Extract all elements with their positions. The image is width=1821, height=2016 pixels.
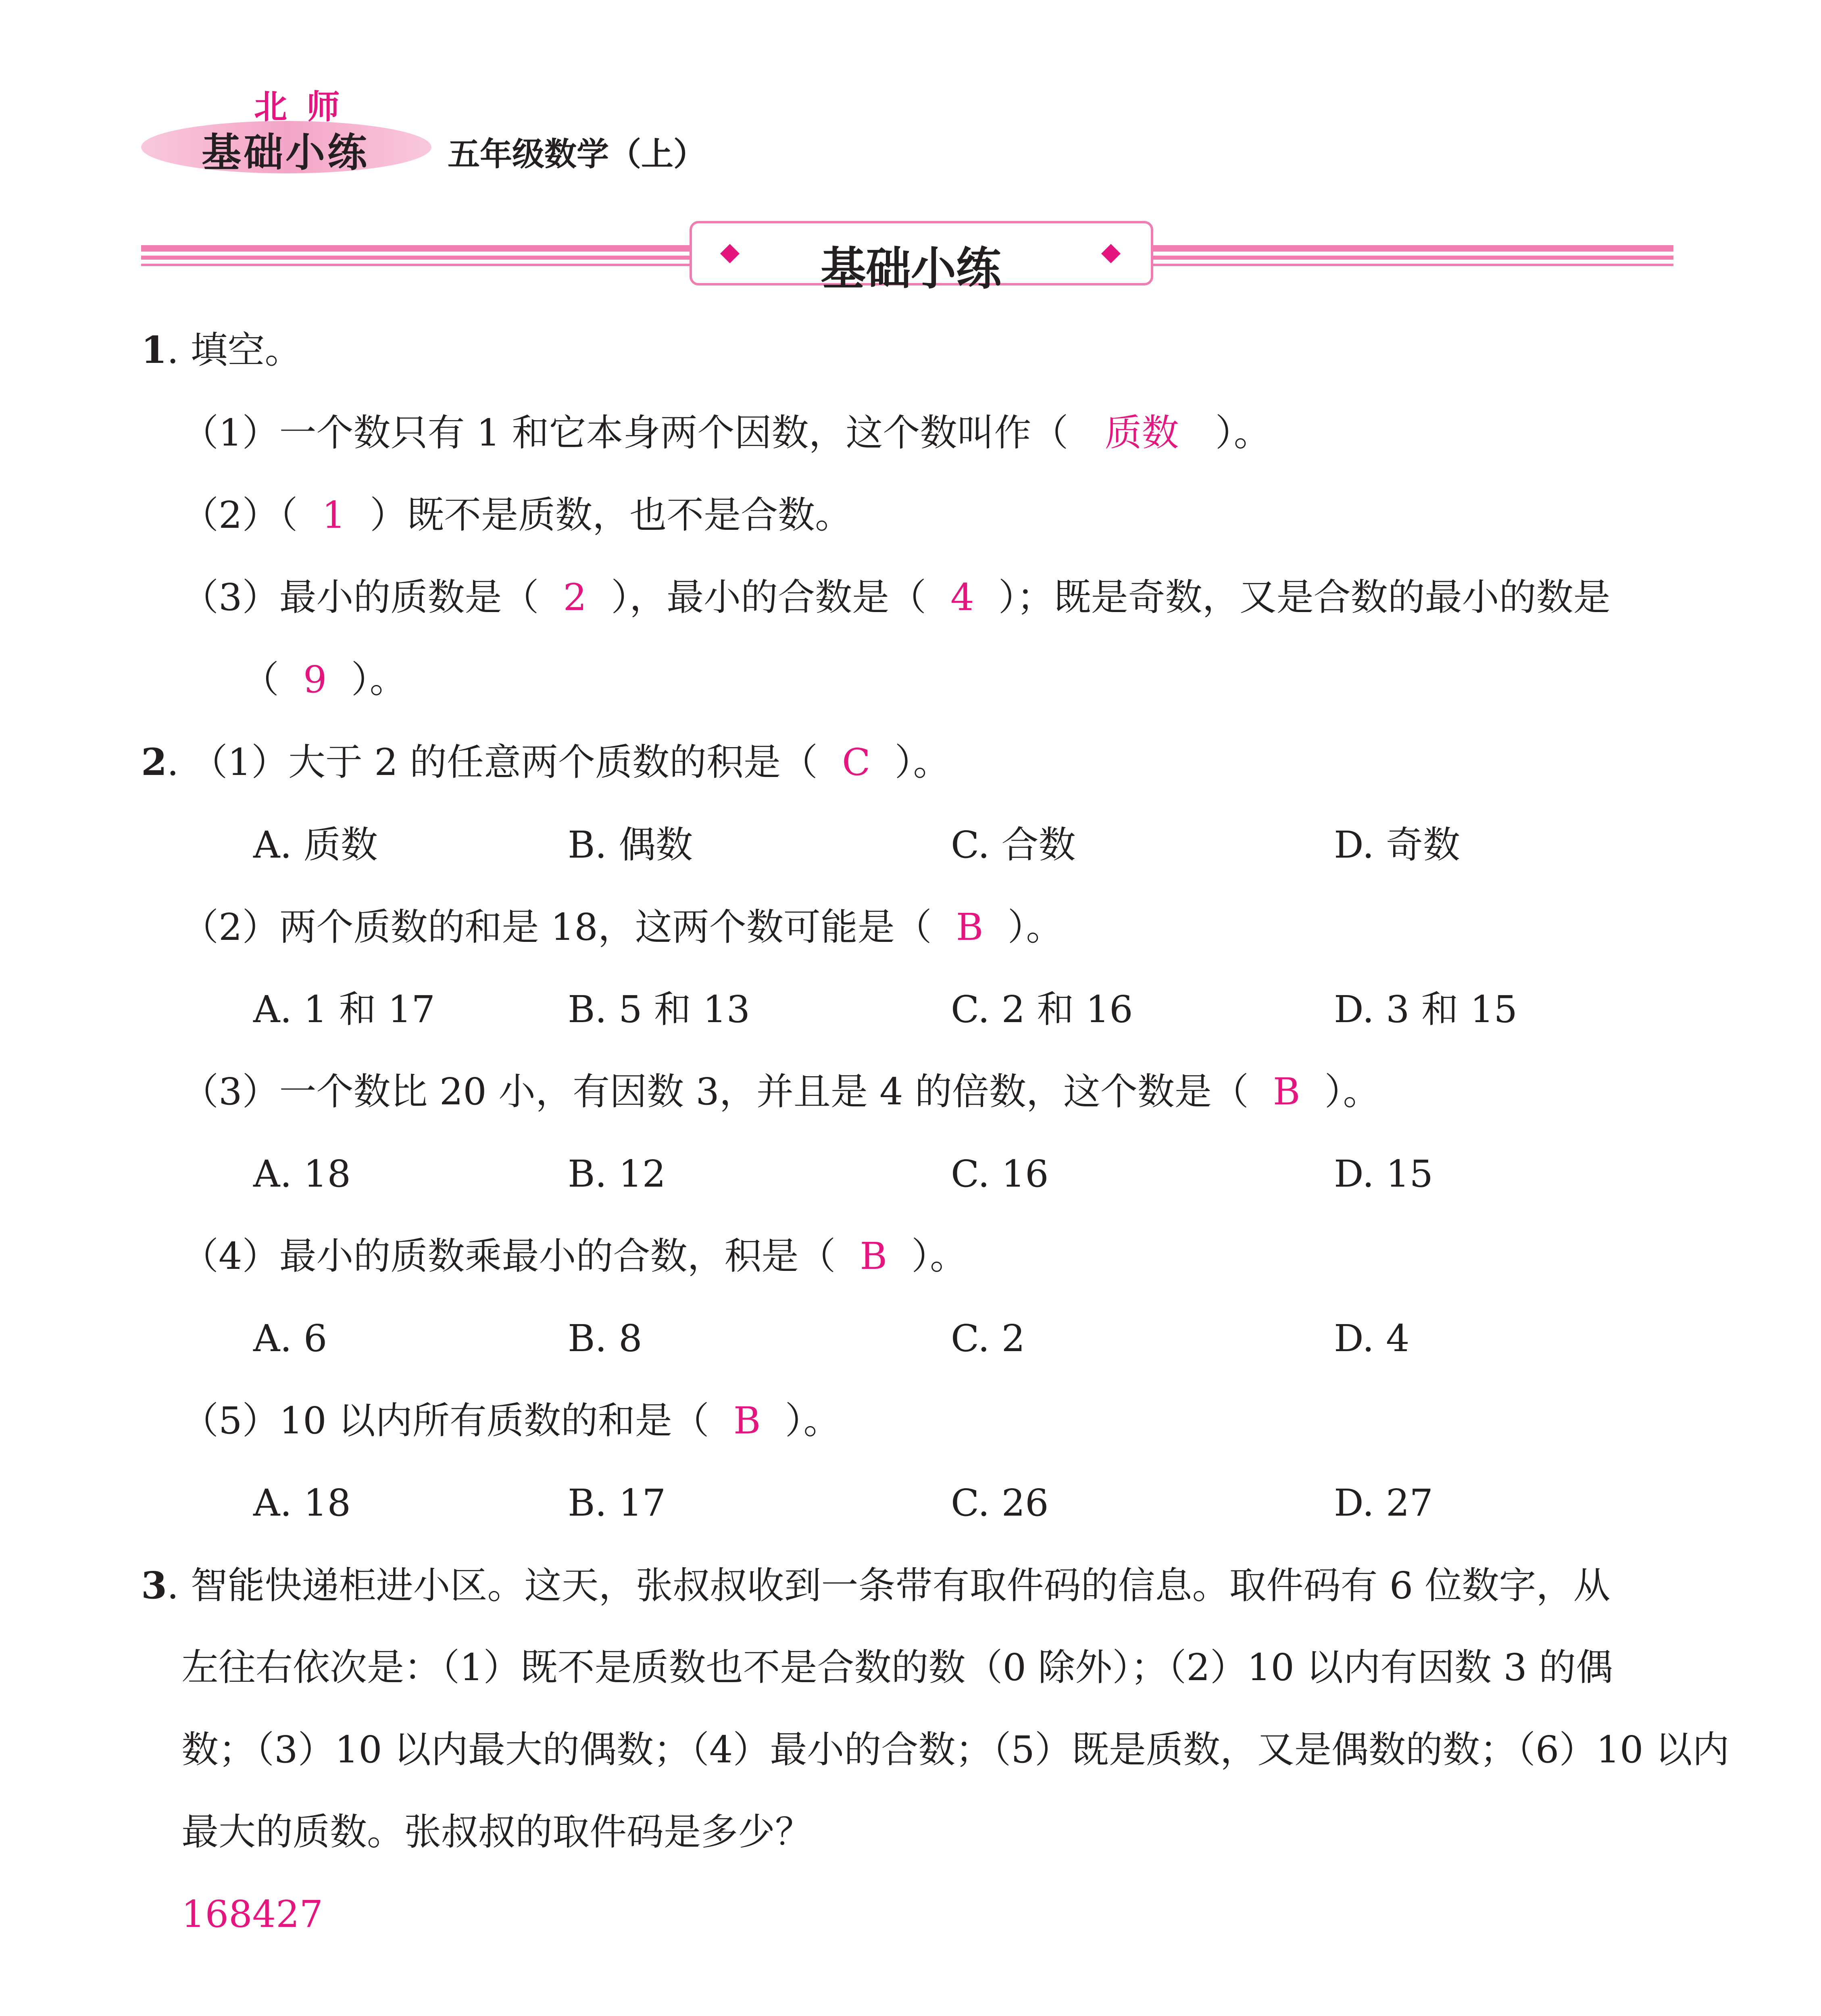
q2-item5-answer: B — [733, 1399, 761, 1442]
q2-item1-end: ）。 — [894, 741, 950, 784]
q2-item5-option-c: C. 26 — [951, 1481, 1049, 1524]
q1-p3-end: ）；既是奇数，又是合数的最小的数是 — [998, 576, 1611, 619]
q2-item4-answer: B — [860, 1235, 888, 1278]
q3-line4: 最大的质数。张叔叔的取件码是多少？ — [181, 1810, 813, 1854]
q1-p3-line2-close: ）。 — [351, 658, 407, 701]
q2-item3-text: （3）一个数比 20 小，有因数 3，并且是 4 的倍数，这个数是（ — [181, 1070, 1249, 1113]
q1-stem — [141, 328, 302, 372]
q1-p2-text: （2）（ — [181, 494, 298, 537]
q1-p3-answer2: 4 — [950, 576, 974, 619]
q1-p1-text: （1）一个数只有 1 和它本身两个因数，这个数叫作（ — [181, 411, 1069, 454]
q2-item4-text: （4）最小的质数乘最小的合数，积是（ — [181, 1235, 836, 1278]
q2-item3-option-d: D. 15 — [1334, 1152, 1433, 1195]
q2-item1-option-a: A. 质数 — [253, 823, 378, 866]
q2-item5-option-d: D. 27 — [1334, 1481, 1433, 1524]
q2-item5-option-a: A. 18 — [253, 1481, 351, 1524]
q1-part3-line2 — [242, 658, 407, 701]
q2-item2-option-b: B. 5 和 13 — [568, 988, 750, 1031]
grade-label: 五年级数学（上） — [448, 135, 706, 173]
logo-series-title: 基础小练 — [202, 130, 370, 176]
q1-p3-answer3: 9 — [303, 658, 327, 701]
q3-number: 3 — [141, 1564, 167, 1607]
q2-item2-option-d: D. 3 和 15 — [1334, 988, 1518, 1031]
q1-p2-answer: 1 — [322, 494, 346, 537]
q1-p1-answer: 质数 — [1104, 411, 1179, 454]
q1-part3 — [181, 576, 1611, 619]
q2-item4-option-a: A. 6 — [253, 1317, 327, 1360]
q2-item2-answer: B — [956, 906, 983, 949]
section-title: 基础小练 — [821, 243, 1001, 295]
q2-item1-answer: C — [842, 741, 871, 784]
q1-p2-end: ）既不是质数，也不是合数。 — [370, 494, 852, 537]
q2-item4-option-c: C. 2 — [951, 1317, 1025, 1360]
q2-item3-option-a: A. 18 — [253, 1152, 351, 1195]
q2-item1-option-d: D. 奇数 — [1334, 823, 1460, 866]
q2-item1-option-c: C. 合数 — [951, 823, 1076, 866]
q2-item2-stem — [181, 906, 1063, 949]
q2-item4-option-b: B. 8 — [568, 1317, 642, 1360]
q3-line2: 左往右依次是：（1）既不是质数也不是合数的数（0 除外）；（2）10 以内有因数 3 的偶 — [181, 1646, 1613, 1689]
q2-item4-stem — [181, 1235, 967, 1278]
q2-item2-text: （2）两个质数的和是 18，这两个数可能是（ — [181, 906, 932, 949]
q3-line1 — [141, 1564, 1611, 1607]
q2-item1-stem — [141, 740, 950, 784]
q2-item3-stem — [181, 1070, 1380, 1113]
q2-item5-text: （5）10 以内所有质数的和是（ — [181, 1399, 709, 1442]
q2-item2-option-a: A. 1 和 17 — [253, 988, 435, 1031]
q2-number: 2 — [141, 740, 167, 784]
q2-item5-option-b: B. 17 — [568, 1481, 666, 1524]
q2-item2-end: ）。 — [1007, 906, 1063, 949]
q2-item4-end: ）。 — [911, 1235, 967, 1278]
q3-answer: 168427 — [181, 1893, 323, 1936]
q1-p1-end: ）。 — [1215, 411, 1271, 454]
q2-item3-option-c: C. 16 — [951, 1152, 1049, 1195]
q1-part1 — [181, 411, 1271, 454]
q2-item5-stem — [181, 1399, 841, 1442]
q1-p3-text: （3）最小的质数是（ — [181, 576, 539, 619]
q2-item1-option-b: B. 偶数 — [568, 823, 693, 866]
q3-line1-text: . 智能快递柜进小区。这天，张叔叔收到一条带有取件码的信息。取件码有 6 位数字，从 — [167, 1564, 1611, 1607]
q2-item5-end: ）。 — [785, 1399, 841, 1442]
q2-item3-option-b: B. 12 — [568, 1152, 666, 1195]
q1-p3-answer1: 2 — [563, 576, 587, 619]
logo-publisher: 北 师 — [254, 88, 344, 126]
q1-p3-mid: ），最小的合数是（ — [611, 576, 927, 619]
q2-item3-end: ）。 — [1324, 1070, 1380, 1113]
q2-item1-text: . （1）大于 2 的任意两个质数的积是（ — [167, 741, 818, 784]
q1-stem-text: . 填空。 — [167, 329, 302, 372]
q3-line3: 数；（3）10 以内最大的偶数；（4）最小的合数；（5）既是质数，又是偶数的数；（6）10 以内 — [181, 1728, 1729, 1771]
q1-number: 1 — [141, 328, 167, 372]
q2-item3-answer: B — [1273, 1070, 1300, 1113]
q2-item2-option-c: C. 2 和 16 — [951, 988, 1133, 1031]
q2-item4-option-d: D. 4 — [1334, 1317, 1410, 1360]
q1-p3-line2-open: （ — [242, 658, 279, 701]
q1-part2 — [181, 494, 852, 537]
